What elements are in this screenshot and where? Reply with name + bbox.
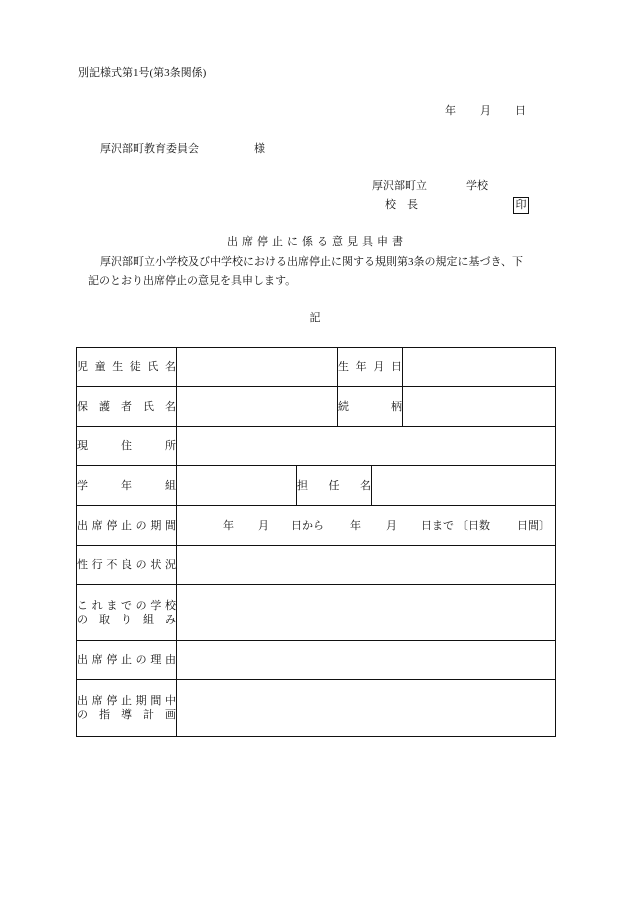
seal-stamp-box: 印 — [513, 197, 529, 214]
homeroom-teacher-label: 担任名 — [297, 479, 371, 492]
guardian-name-label-cell — [77, 387, 177, 427]
period-start-day-unit: 日から — [291, 519, 324, 532]
document-title: 出席停止に係る意見具申書 — [227, 236, 407, 248]
principal-title: 校 長 — [385, 199, 418, 211]
period-days-close: 日間〕 — [517, 519, 550, 532]
address-label-cell — [77, 427, 177, 466]
guidance-plan-label-line-1: 出席停止期間中 — [77, 695, 176, 707]
date-year-unit: 年 — [445, 105, 456, 117]
relationship-label: 続柄 — [338, 400, 402, 413]
school-efforts-field — [177, 585, 556, 641]
school-name-suffix: 学校 — [466, 180, 488, 192]
addressee-honorific: 様 — [254, 143, 265, 155]
grade-class-field — [177, 466, 297, 506]
table-row — [77, 585, 556, 641]
table-row — [77, 427, 556, 466]
details-table — [76, 347, 556, 737]
school-efforts-label-cell — [77, 585, 177, 641]
school-name-prefix: 厚沢部町立 — [372, 180, 427, 192]
guidance-plan-label-line-2: の指導計画 — [77, 709, 176, 721]
form-number: 別記様式第1号(第3条関係) — [78, 67, 207, 79]
table-row — [77, 680, 556, 737]
address-label: 現住所 — [77, 440, 176, 452]
guidance-plan-label-cell — [77, 680, 177, 737]
period-end-day-unit: 日まで — [421, 519, 454, 532]
guardian-name-field — [177, 387, 338, 427]
table-row — [77, 348, 556, 387]
table-row — [77, 466, 556, 506]
period-end-month-unit: 月 — [386, 519, 397, 532]
table-row — [77, 506, 556, 546]
table-row — [77, 641, 556, 680]
ki-heading: 記 — [309, 312, 321, 324]
student-name-label: 児童生徒氏名 — [77, 361, 176, 373]
student-name-label-cell — [77, 348, 177, 387]
period-days-open: 〔日数 — [457, 519, 490, 532]
guardian-name-label: 保護者氏名 — [77, 400, 176, 413]
period-label: 出席停止の期間 — [77, 519, 176, 532]
school-efforts-label-line-1: これまでの学校 — [77, 599, 176, 612]
reason-field — [177, 641, 556, 680]
body-text-line-2: 記のとおり出席停止の意見を具申します。 — [88, 275, 297, 287]
conduct-label-cell — [77, 546, 177, 585]
grade-class-label-cell — [77, 466, 177, 506]
birthdate-field — [403, 348, 556, 387]
conduct-label: 性行不良の状況 — [77, 559, 176, 571]
period-start-year-unit: 年 — [223, 519, 234, 532]
grade-class-label: 学年組 — [77, 479, 176, 492]
table-row — [77, 387, 556, 427]
period-start-month-unit: 月 — [258, 519, 269, 532]
period-label-cell — [77, 506, 177, 546]
reason-label-cell — [77, 641, 177, 680]
table-row — [77, 546, 556, 585]
period-field — [177, 506, 556, 546]
period-text — [177, 520, 555, 532]
guidance-plan-field — [177, 680, 556, 737]
homeroom-teacher-label-cell — [297, 466, 372, 506]
relationship-label-cell — [338, 387, 403, 427]
date-day-unit: 日 — [515, 105, 526, 117]
student-name-field — [177, 348, 338, 387]
addressee-name: 厚沢部町教育委員会 — [100, 143, 199, 155]
homeroom-teacher-field — [372, 466, 556, 506]
birthdate-label-cell — [338, 348, 403, 387]
school-efforts-label-line-2: の取り組み — [77, 613, 176, 626]
relationship-field — [403, 387, 556, 427]
date-month-unit: 月 — [480, 105, 491, 117]
body-text-line-1: 厚沢部町立小学校及び中学校における出席停止に関する規則第3条の規定に基づき、下 — [100, 256, 524, 268]
period-end-year-unit: 年 — [350, 519, 361, 532]
conduct-field — [177, 546, 556, 585]
birthdate-label: 生年月日 — [338, 361, 402, 373]
address-field — [177, 427, 556, 466]
reason-label: 出席停止の理由 — [77, 654, 176, 666]
